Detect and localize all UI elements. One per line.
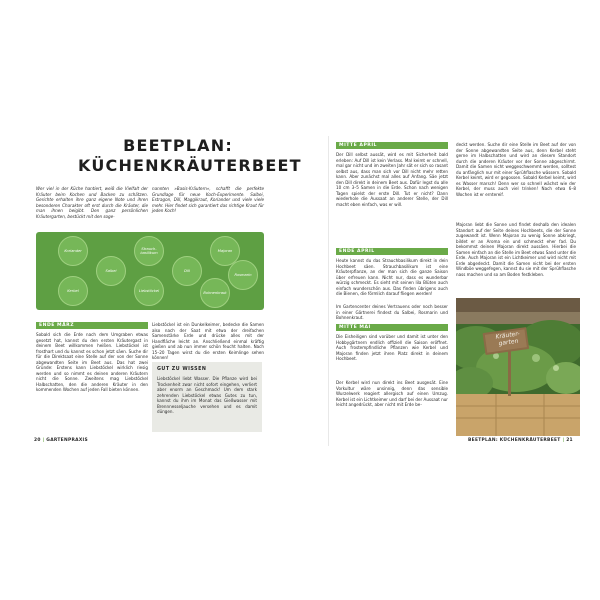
section-bar-mitte-april: MITTE APRIL [336,142,448,149]
page-title [78,136,302,176]
page-gutter [328,136,329,446]
sign-label: Kräuter-garten [495,330,520,348]
footer-left-label: GARTENPRAXIS [46,438,88,443]
info-box-text: Liebstöckel liebt Wasser. Die Pflanze wird bei Trockenheit zwar nicht sofort eingehen, verliert aber enorm an Geschmack! Um dem stark zehrenden Liebstöckel etwas Gutes zu tun, kannst du ihm im Monat das Gießwasser mit Brennnesseljauche versehen und es damit düngen. [157,376,257,414]
text-ende-maerz: Sobald sich die Erde nach dem Umgraben etwas gesetzt hat, kannst du den ersten Kräutergast in deinem Beet willkommen heißen. Liebstöckel ist frosthart und du kannst es schon jetzt säen. Suche dir für die Direktsaat eine Stelle auf der von der Sonne abgewandten Seite im Beet aus. Das hat zwei Gründe: Erstens kann Liebstöckel wirklich riesig werden und so nimmt es deinen anderen Kräutern nicht die Sonne. Zweitens mag Liebstöckel Halbschatten, den die anderen Kräuter in den kommenden Wochen auf jeden Fall bieten können. [36,332,148,392]
section-bar-mitte-mai: MITTE MAI [336,324,448,331]
raised-bed-illustration [456,298,580,436]
page-number-right: 21 [566,438,573,443]
text-mitte-april: Der Dill selbst aussät, wird es mit Sicherheit bald erleben: Auf Dill ist kein Verlass. Mal keimt er schnell, mal gar nicht und im zweiten Jahr sät er sich so rasant selbst aus, dass man sich vor Dill nicht mehr retten kann. Aber zunächst mal alles auf Anfang. Säe jetzt den Dill direkt in deinem Beet aus. Dafür legst du alle 10 cm 3–5 Samen in die Erde. Schon nach wenigen Tagen spielst der erste Dill. Tut er nicht? Dann wiederhole die Aussaat an anderer Stelle, der Dill macht eben einfach, was er will. [336,152,448,207]
intro-text-right: nannten »Basis-Kräutern«, schafft die perfekte Grundlage für neue Koch-Experimente. Salbei, Estragon, Dill, Maggikraut, Koriander und viele viele mehr. Hier findet sich garantiert das richtige Kraut für jeden Koch! [152,186,264,213]
herb-circle-koriander: Koriander [58,236,88,266]
raised-bed-photo [456,298,580,436]
info-box-title: GUT ZU WISSEN [157,367,207,372]
herb-circle-dill: Dill [172,256,202,286]
section-bar-ende-maerz: ENDE MÄRZ [36,322,148,329]
herb-circle-kerbel: Kerbel [58,276,88,306]
info-box-gut-zu-wissen [152,362,262,432]
footer-right: BEETPLAN: KÜCHENKRÄUTERBEET | 21 [468,438,573,443]
text-kerbel-cont: deckt werden. Suche dir eine Stelle im Beet auf der von der Sonne abgewandten Seite aus, denn Kerbel steht gerne im Halbschatten und wird an diesem Standort durch die anderen Kräuter vor der Sonne abgeschirmt. Damit die Samen nicht weggeschwemmt werden, solltest du anfänglich nur mit einer Sprühflasche wässern. Sobald Kerbel keimt, wird er gegossen. Sobald Kerbel keimt, wird es Wasser marsch! Denn wer so schnell wächst wie der Kerbel, der muss auch viel trinken! Nach etwa 6–8 Wochen ist er erntereif. [456,142,576,197]
herb-bed-plan [36,232,264,310]
title-line-1: BEETPLAN: [123,136,233,155]
title-line-2: KÜCHENKRÄUTERBEET [78,156,302,175]
text-gartencenter: Im Gartencenter deines Vertrauens oder noch besser in einer Gärtnerei findest du Salbei, Rosmarin und Bohnenkraut. [336,304,448,320]
text-majoran: Majoran liebt die Sonne und findet deshalb den idealen Standort auf der Seite deines Hochbeets, die der Sonne zugewandt ist. Wenn Majoran zu wenig Sonne abkriegt, bildet er an Aroma ein und schmeckt eher fad. Du bekommst deinen Majoran direkt aussäen. Hierbei die Samen einfach an die Stelle im Beet etwas Sand unter die Erde. Auch Majoran ist ein Lichtkeimer und wird nicht mit Erde abgedeckt. Damit die Samen nicht bei der ersten Windböe weggefegen, kannst du sie mit der Sprühflasche nass machen und so am Boden festkleben. [456,222,576,277]
herb-circle-bohnenkraut: Bohnenkraut [200,278,230,308]
page-number-left: 20 [34,438,41,443]
herb-circle-majoran: Majoran [210,236,240,266]
footer-right-label: BEETPLAN: KÜCHENKRÄUTERBEET [468,438,561,443]
text-ende-april: Heute kannst du das Strauchbasilikum direkt in dein Hochbeet säen. Strauchbasilikum ist eine Kräuterpflanze, an der man sich die ganze Saison über erfreuen kann. Nicht nur, dass es wunderbar würzig schmeckt. Es sieht mit seinen lila Blüten auch einfach wunderschön aus. Das finden übrigens auch die Bienen, die förmlich darauf fliegen werden! [336,258,448,296]
herb-circle-salbei: Salbei [96,256,126,286]
text-mitte-mai: Die Eisheiligen sind vorüber und damit ist unter den Hobbygärtnern endlich offiziell die Saison eröffnet. Auch frostempfindliche Pflanzen wie Kerbel und Majoran finden jetzt ihren Platz direkt in deinem Hochbeet. [336,334,448,361]
text-kerbel: Der Kerbel wird nun direkt ins Beet ausgesät. Eine Vorkultur wäre unsinnig, denn das sensible Wurzelwerk reagiert allergisch auf einen Umzug. Kerbel ist ein Lichtkeimer und darf bei der Aussaat nur leicht angedrückt, aber nicht mit Erde be- [336,380,448,407]
herb-circle-liebstoeckel: Liebstöckel [134,276,164,306]
intro-text-left: Wer viel in der Küche hantiert, weiß die Vielfalt der Kräuter beim Kochen und Backen zu schätzen. Gerichte erhalten ihre ganz eigene Note und ihren besonderen Charakter oft erst durch die Kräuter, die man ihnen beigibt. Den ganz persönlichen Kräutergarten, bestückt mit den soge- [36,186,148,219]
text-liebstoeckel-saat: Liebstöckel ist ein Dunkelkeimer, bedecke die Samen also nach der Saat mit etwa der dreifachen Samenstärke Erde und drücke alles mit der Handfläche leicht an. Anschließend einmal kräftig gießen und ab nun immer schön feucht halten. Nach 15–20 Tagen wirst du die ersten Keimlinge sehen können! [152,322,264,360]
section-bar-ende-april: ENDE APRIL [336,248,448,255]
footer-left: 20 | GARTENPRAXIS [34,438,88,443]
herb-circle-rosmarin: Rosmarin [228,260,258,290]
herb-circle-strauchbasilikum: Strauch-basilikum [134,236,164,266]
